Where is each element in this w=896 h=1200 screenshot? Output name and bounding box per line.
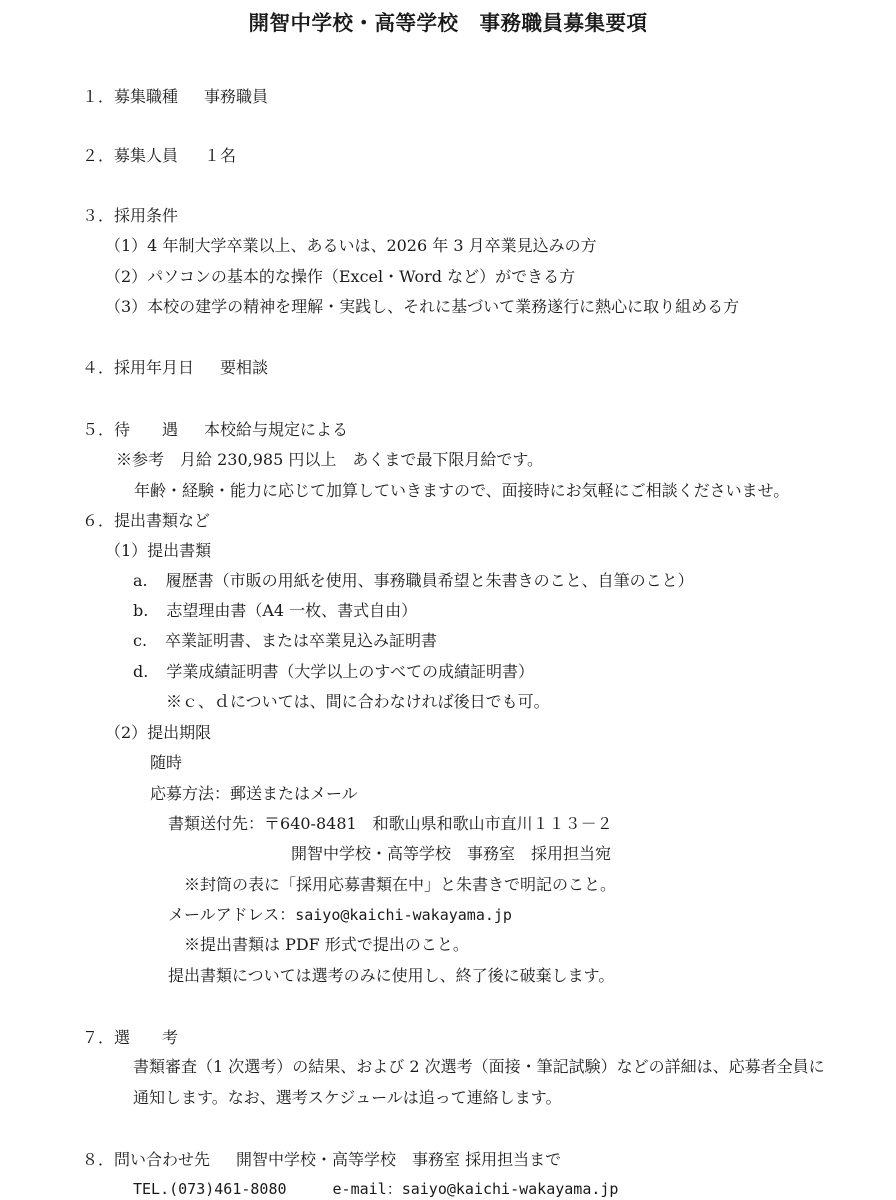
document-item bbox=[133, 631, 437, 651]
section-value: 事務職員 bbox=[204, 87, 269, 106]
section-2 bbox=[82, 146, 236, 166]
section-number: ５． bbox=[82, 420, 115, 439]
selection-text: 通知します。なお、選考スケジュールは追って連絡します。 bbox=[133, 1088, 562, 1107]
selection-text: 書類審査（1 次選考）の結果、および 2 次選考（面接・筆記試験）などの詳細は、応募者全員に bbox=[133, 1057, 825, 1076]
section-label: 待 遇 bbox=[114, 420, 179, 439]
contact-email-label: e-mail： bbox=[332, 1180, 402, 1198]
email-label: メールアドレス： bbox=[168, 905, 296, 924]
deadline-value: 随時 bbox=[150, 753, 183, 772]
tel-number[interactable]: (073)461-8080 bbox=[169, 1180, 287, 1198]
section-4 bbox=[82, 358, 268, 378]
section-label: 募集職種 bbox=[114, 87, 179, 106]
section-6 bbox=[82, 511, 210, 531]
document-item bbox=[133, 662, 534, 682]
condition-item: （2）パソコンの基本的な操作（Excel・Word など）ができる方 bbox=[105, 267, 576, 286]
section-number: ６． bbox=[82, 511, 115, 530]
pdf-note: ※提出書類は PDF 形式で提出のこと。 bbox=[184, 935, 469, 954]
item-mark: c. bbox=[133, 631, 148, 650]
item-text: 学業成績証明書（大学以上のすべての成績証明書） bbox=[166, 662, 535, 681]
item-text: 志望理由書（A4 一枚、書式自由） bbox=[166, 601, 418, 620]
item-text: 履歴書（市販の用紙を使用、事務職員希望と朱書きのこと、自筆のこと） bbox=[165, 571, 694, 590]
document-item bbox=[133, 571, 694, 591]
section-label: 提出書類など bbox=[114, 511, 211, 530]
section-value: 開智中学校・高等学校 事務室 採用担当まで bbox=[236, 1150, 562, 1169]
section-label: 採用年月日 bbox=[114, 358, 195, 377]
mailing-address bbox=[168, 814, 613, 834]
envelope-note: ※封筒の表に「採用応募書類在中」と朱書きで明記のこと。 bbox=[184, 875, 617, 894]
contact-line bbox=[133, 1179, 618, 1199]
section-number: ８． bbox=[82, 1150, 115, 1169]
condition-item: （3）本校の建学の精神を理解・実践し、それに基づいて業務遂行に熱心に取り組める方 bbox=[105, 297, 740, 316]
page-title: 開智中学校・高等学校 事務職員募集要項 bbox=[248, 11, 648, 35]
section-value: 本校給与規定による bbox=[204, 420, 349, 439]
contact-email[interactable]: saiyo@kaichi-wakayama.jp bbox=[401, 1180, 619, 1198]
disposal-note: 提出書類については選考のみに使用し、終了後に破棄します。 bbox=[168, 966, 615, 985]
section-number: ３． bbox=[82, 206, 115, 225]
section-1 bbox=[82, 87, 268, 107]
section-label: 選 考 bbox=[114, 1028, 179, 1047]
subsection-label: （1）提出書類 bbox=[105, 541, 212, 560]
section-5 bbox=[82, 420, 348, 440]
mailing-addressee: 開智中学校・高等学校 事務室 採用担当宛 bbox=[291, 844, 612, 863]
subsection-label: （2）提出期限 bbox=[105, 723, 212, 742]
condition-item: （1）4 年制大学卒業以上、あるいは、2026 年 3 月卒業見込みの方 bbox=[105, 236, 597, 255]
section-number: ７． bbox=[82, 1028, 115, 1047]
document-item bbox=[133, 601, 417, 621]
documents-note: ※ｃ、ｄについては、間に合わなければ後日でも可。 bbox=[166, 692, 550, 711]
section-7 bbox=[82, 1028, 178, 1048]
item-text: 卒業証明書、または卒業見込み証明書 bbox=[165, 631, 438, 650]
item-mark: a. bbox=[133, 571, 148, 590]
section-value: 要相談 bbox=[220, 358, 269, 377]
item-mark: b. bbox=[133, 601, 149, 620]
address-label: 書類送付先： bbox=[168, 814, 265, 833]
section-3 bbox=[82, 206, 178, 226]
application-email bbox=[168, 905, 512, 925]
section-number: ２． bbox=[82, 146, 115, 165]
item-mark: d. bbox=[133, 662, 149, 681]
section-label: 募集人員 bbox=[114, 146, 179, 165]
section-label: 採用条件 bbox=[114, 206, 179, 225]
tel-label: TEL. bbox=[133, 1180, 170, 1198]
salary-note: 年齢・経験・能力に応じて加算していきますので、面接時にお気軽にご相談くださいませ。 bbox=[134, 481, 790, 500]
section-8 bbox=[82, 1150, 561, 1170]
application-method: 応募方法：郵送またはメール bbox=[150, 784, 358, 803]
section-value: １名 bbox=[204, 146, 237, 165]
section-label: 問い合わせ先 bbox=[114, 1150, 211, 1169]
section-number: １． bbox=[82, 87, 115, 106]
email-address[interactable]: saiyo@kaichi-wakayama.jp bbox=[295, 906, 512, 924]
section-number: ４． bbox=[82, 358, 115, 377]
address-value: 〒640-8481 和歌山県和歌山市直川１１３－２ bbox=[264, 814, 613, 833]
salary-note: ※参考 月給 230,985 円以上 あくまで最下限月給です。 bbox=[116, 450, 544, 469]
